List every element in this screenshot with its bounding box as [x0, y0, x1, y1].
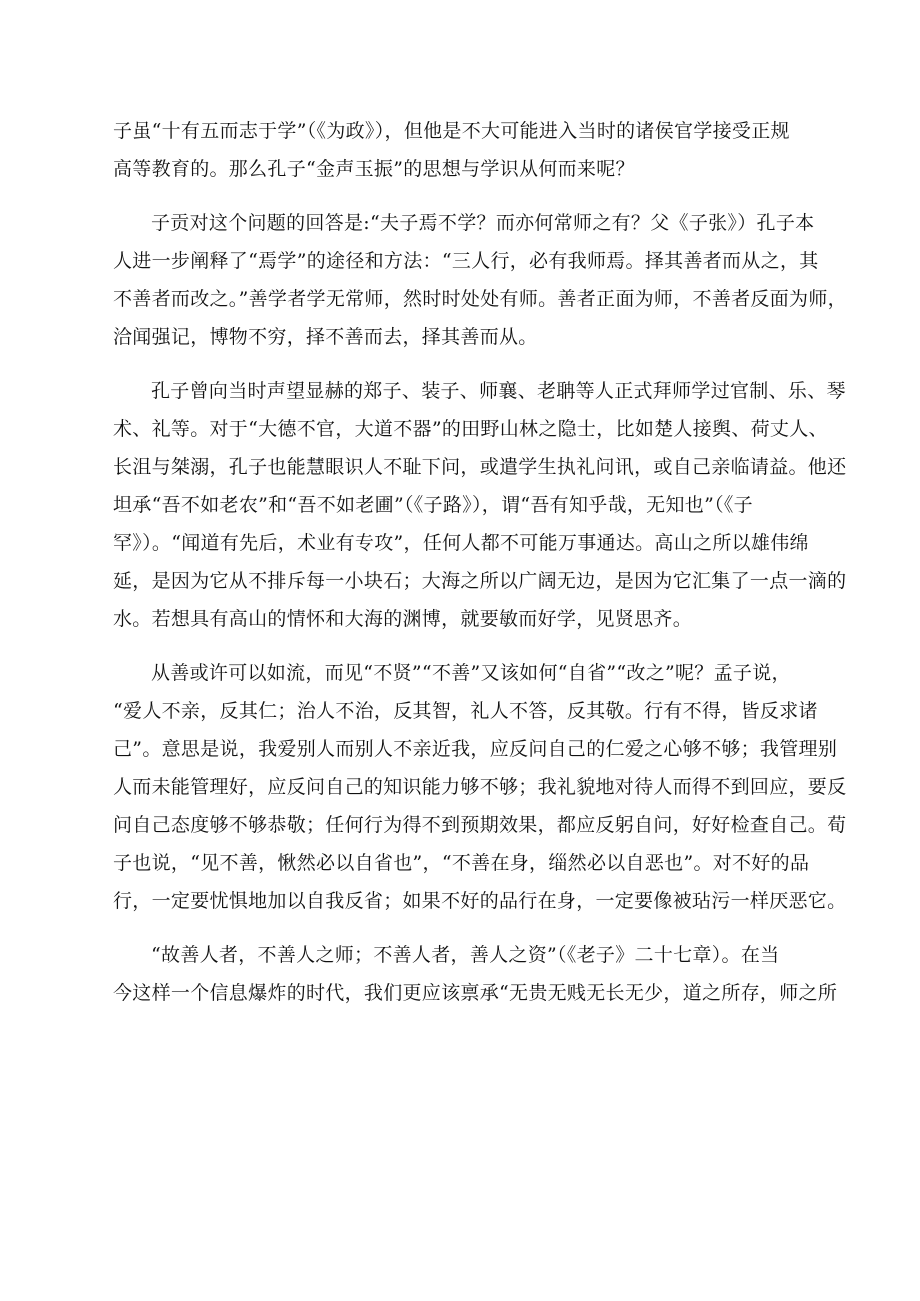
text-line: 高等教育的。那么孔子“金声玉振”的思想与学识从何而来呢？ — [113, 158, 635, 180]
text-line: 今这样一个信息爆炸的时代，我们更应该禀承“无贵无贱无长无少，道之所存，师之所 — [113, 982, 838, 1004]
paragraph-4 — [113, 654, 847, 920]
text-line: 行，一定要忧惧地加以自我反省；如果不好的品行在身，一定要像被玷污一样厌恶它。 — [113, 890, 847, 912]
text-line: “故善人者，不善人之师；不善人者，善人之资”（《老子》二十七章）。在当 — [151, 944, 780, 966]
text-line: 孔子曾向当时声望显赫的郑子、装子、师襄、老聃等人正式拜师学过官制、乐、琴 — [151, 380, 846, 402]
text-line: 子贡对这个问题的回答是:“夫子焉不学？而亦何常师之有？父《子张》）孔子本 — [151, 212, 815, 234]
text-line: 罕》）。“闻道有先后，术业有专攻”，任何人都不可能万事通达。高山之所以雄伟绵 — [113, 532, 809, 554]
paragraph-3 — [113, 372, 847, 638]
text-line: 术、礼等。对于“大德不官，大道不器”的田野山林之隐士，比如楚人接舆、荷丈人、 — [113, 418, 828, 440]
text-line: 洽闻强记，博物不穷，择不善而去，择其善而从。 — [113, 326, 538, 348]
text-line: 坦承“吾不如老农”和“吾不如老圃”（《子路》），谓“吾有知乎哉，无知也”（《子 — [113, 494, 753, 516]
text-line: 子虽“十有五而志于学”（《为政》），但他是不大可能进入当时的诸侯官学接受正规 — [113, 120, 790, 142]
document-body — [113, 112, 847, 1012]
text-line: 水。若想具有高山的情怀和大海的渊博，就要敏而好学，见贤思齐。 — [113, 608, 693, 630]
text-line: 从善或许可以如流，而见“不贤”“不善”又该如何“自省”“改之”呢？孟子说， — [151, 662, 791, 684]
text-line: “爱人不亲，反其仁；治人不治，反其智，礼人不答，反其敬。行有不得，皆反求诸 — [113, 700, 818, 722]
paragraph-1 — [113, 112, 823, 188]
text-line: 问自己态度够不够恭敬；任何行为得不到预期效果，都应反躬自问，好好检查自己。荀 — [113, 814, 847, 836]
text-line: 子也说，“见不善，愀然必以自省也”，“不善在身，缁然必以自恶也”。对不好的品 — [113, 852, 810, 874]
text-line: 不善者而改之。”善学者学无常师，然时时处处有师。善者正面为师，不善者反面为师， — [113, 288, 847, 310]
text-line: 长沮与桀溺，孔子也能慧眼识人不耻下问，或遣学生执礼问讯，或自己亲临请益。他还 — [113, 456, 847, 478]
paragraph-5 — [113, 936, 838, 1012]
paragraph-2 — [113, 204, 847, 356]
text-line: 延，是因为它从不排斥每一小块石；大海之所以广阔无边，是因为它汇集了一点一滴的 — [113, 570, 847, 592]
text-line: 人而未能管理好，应反问自己的知识能力够不够；我礼貌地对待人而得不到回应，要反 — [113, 776, 847, 798]
text-line: 己”。意思是说，我爱别人而别人不亲近我，应反问自己的仁爱之心够不够；我管理别 — [113, 738, 838, 760]
text-line: 人进一步阐释了“焉学”的途径和方法：“三人行，必有我师焉。择其善者而从之，其 — [113, 250, 819, 272]
